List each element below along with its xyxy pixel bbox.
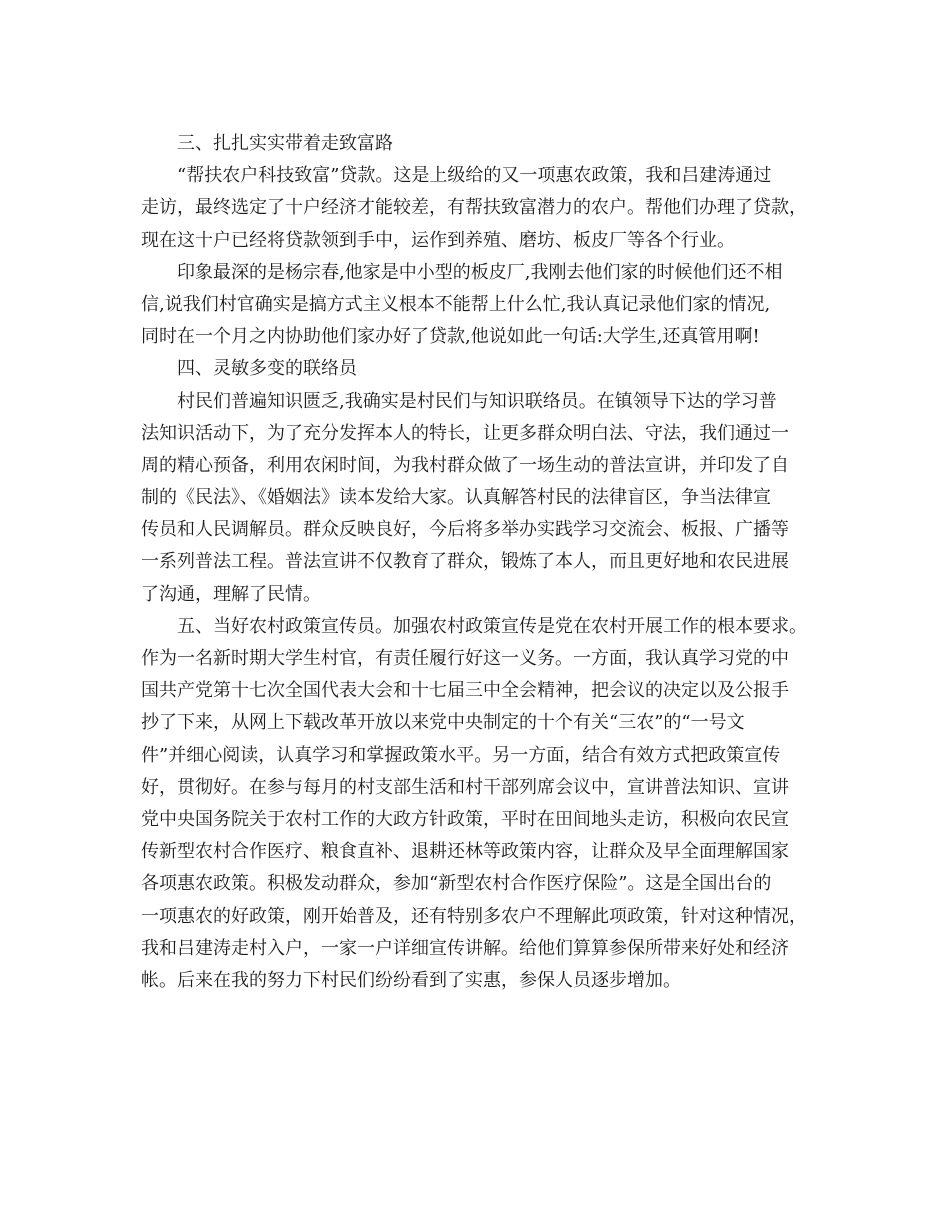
paragraph-first-line: 四、灵敏多变的联络员 [177, 358, 357, 380]
paragraph-first-line: 印象最深的是杨宗春,他家是中小型的板皮厂,我刚去他们家的时候他们还不相 [177, 261, 783, 283]
paragraph-line: 抄了下来，从网上下载改革开放以来党中央制定的十个有关“三农”的“一号文 [141, 712, 745, 734]
paragraph-line: 国共产党第十七次全国代表大会和十七届三中全会精神，把会议的决定以及公报手 [141, 680, 789, 702]
paragraph-line: 制的《民法》、《婚姻法》读本发给大家。认真解答村民的法律盲区，争当法律宣 [141, 487, 771, 509]
paragraph-line: 传新型农村合作医疗、粮食直补、退耕还林等政策内容，让群众及早全面理解国家 [141, 841, 789, 863]
paragraph-first-line: 三、扎扎实实带着走致富路 [177, 133, 393, 154]
paragraph-line: 帐。后来在我的努力下村民们纷纷看到了实惠，参保人员逐步增加。 [141, 969, 681, 991]
paragraph-line: 好，贯彻好。在参与每月的村支部生活和村干部列席会议中，宣讲普法知识、宣讲 [141, 776, 789, 798]
paragraph-line: 一系列普法工程。普法宣讲不仅教育了群众，锻炼了本人，而且更好地和农民进展 [141, 551, 789, 573]
paragraph-line: 件”并细心阅读，认真学习和掌握政策水平。另一方面，结合有效方式把政策宣传 [141, 744, 781, 766]
paragraph-line: 我和吕建涛走村入户，一家一户详细宣传讲解。给他们算算参保所带来好处和经济 [141, 937, 789, 959]
paragraph-line: 走访，最终选定了十户经济才能较差，有帮扶致富潜力的农户。帮他们办理了贷款， [141, 197, 807, 219]
paragraph-line: 作为一名新时期大学生村官，有责任履行好这一义务。一方面，我认真学习党的中 [141, 648, 789, 669]
paragraph-line: 了沟通，理解了民情。 [141, 583, 321, 605]
paragraph-first-line: 五、当好农村政策宣传员。加强农村政策宣传是党在农村开展工作的根本要求。 [177, 615, 807, 637]
paragraph-line: 法知识活动下，为了充分发挥本人的特长，让更多群众明白法、守法，我们通过一 [141, 422, 789, 444]
paragraph-first-line: “帮扶农户科技致富”贷款。这是上级给的又一项惠农政策，我和吕建涛通过 [177, 165, 772, 187]
paragraph-line: 现在这十户已经将贷款领到手中，运作到养殖、磨坊、板皮厂等各个行业。 [141, 229, 735, 251]
document-body [141, 128, 831, 997]
paragraph-line: 党中央国务院关于农村工作的大政方针政策，平时在田间地头走访，积极向农民宣 [141, 808, 789, 830]
paragraph-line: 同时在一个月之内协助他们家办好了贷款,他说如此一句话:大学生,还真管用啊! [141, 326, 760, 348]
paragraph-line: 周的精心预备，利用农闲时间，为我村群众做了一场生动的普法宣讲，并印发了自 [141, 454, 789, 476]
paragraph-first-line: 村民们普遍知识匮乏,我确实是村民们与知识联络员。在镇领导下达的学习普 [177, 390, 777, 412]
paragraph-line: 传员和人民调解员。群众反映良好，今后将多举办实践学习交流会、板报、广播等 [141, 519, 789, 541]
paragraph-line: 各项惠农政策。积极发动群众，参加“新型农村合作医疗保险”。这是全国出台的 [141, 873, 772, 895]
paragraph-line: 信,说我们村官确实是搞方式主义根本不能帮上什么忙,我认真记录他们家的情况, [141, 293, 771, 315]
paragraph-line: 一项惠农的好政策，刚开始普及，还有特别多农户不理解此项政策，针对这种情况， [141, 905, 807, 927]
